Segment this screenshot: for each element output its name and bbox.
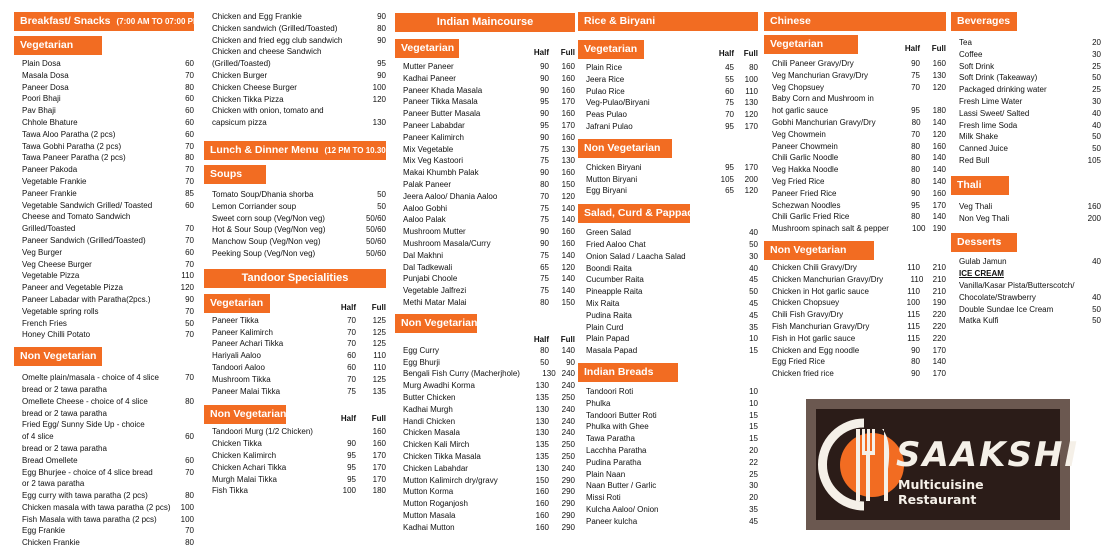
menu-item: Paneer Malai Tikka 75 135	[212, 386, 386, 396]
menu-item: Tandoori Butter Roti 15	[586, 410, 758, 420]
menu-item: Onion Salad / Laacha Salad 30	[586, 251, 758, 261]
menu-item: Veg Manchurian Gravy/Dry 75 130	[772, 70, 946, 80]
menu-item: Mix Raita 45	[586, 298, 758, 308]
menu-item: Jafrani Pulao 95 170	[586, 121, 758, 131]
menu-item: Bread Omellete 60	[22, 455, 194, 465]
chinese-column	[764, 0, 946, 380]
menu-item: Peas Pulao 70 120	[586, 110, 758, 120]
menu-item: Tawa Gobhi Paratha (2 pcs) 70	[22, 141, 194, 151]
menu-item: Chicken Tikka 90 160	[212, 439, 386, 449]
menu-item: Phulka 10	[586, 398, 758, 408]
menu-item: Paneer Khada Masala 90 160	[403, 85, 575, 95]
tandoor-veg-colhead: Half Full	[340, 302, 386, 312]
menu-item: Gulab Jamun 40	[959, 257, 1101, 267]
menu-item: Mix Veg Kastoori 75 130	[403, 156, 575, 166]
menu-item: Kadhai Mutton 160 290	[403, 522, 575, 532]
menu-item: Chicken and cheese Sandwich	[212, 47, 322, 57]
breakfast-veg-header: Vegetarian	[14, 36, 102, 55]
menu-item: Non Veg Thali 200	[959, 213, 1101, 223]
menu-item: Lacchha Paratha 20	[586, 445, 758, 455]
menu-item: Plain Naan 25	[586, 469, 758, 479]
menu-item: Chicken Tikka Pizza 120	[212, 94, 386, 104]
beverages-header: Beverages	[951, 12, 1017, 31]
menu-item: Chicken Chopsuey 100 190	[772, 298, 946, 308]
menu-item: Pav Bhaji 60	[22, 106, 194, 116]
menu-item: Aaloo Palak 75 140	[403, 215, 575, 225]
soups-header: Soups	[204, 165, 266, 184]
menu-item: Mushroom Tikka 70 125	[212, 374, 386, 384]
lunch-dinner-header	[204, 141, 403, 160]
menu-item: Murg Awadhi Korma 130 240	[403, 381, 575, 391]
logo-tagline: Multicuisine Restaurant	[898, 477, 984, 507]
menu-item: Palak Paneer 80 150	[403, 179, 575, 189]
maincourse-column	[395, 0, 575, 533]
menu-item: Chocolate/Strawberry 40	[959, 292, 1101, 302]
menu-item: Chili Paneer Gravy/Dry 90 160	[772, 59, 946, 68]
menu-item: Veg-Pulao/Biryani 75 130	[586, 98, 758, 108]
menu-item: Plain Curd 35	[586, 322, 758, 332]
menu-item: Vegetable Frankie 70	[22, 176, 194, 186]
menu-item: Paneer Tikka Masala 95 170	[403, 97, 575, 107]
menu-item: Paneer Labadar with Paratha(2pcs.) 90	[22, 294, 194, 304]
menu-item: Veg Burger 60	[22, 247, 194, 257]
menu-item: Jeera Rice 55 100	[586, 74, 758, 84]
thali-header: Thali	[951, 176, 1009, 195]
menu-item: Dal Makhni 75 140	[403, 250, 575, 260]
tandoor-nonveg-header: Non Vegetarian	[204, 405, 286, 424]
menu-item: Cheese and Tomato Sandwich	[22, 212, 131, 222]
menu-item: Vegetable Jalfrezi 75 140	[403, 286, 575, 296]
chinese-veg-colhead: Half Full	[904, 44, 946, 53]
menu-item: Mutton Masala 160 290	[403, 510, 575, 520]
menu-item: Murgh Malai Tikka 95 170	[212, 474, 386, 484]
menu-item: Milk Shake 50	[959, 132, 1101, 142]
menu-item: Omelte plain/masala - choice of 4 slice 70	[22, 373, 194, 383]
menu-item: Veg Chopsuey 70 120	[772, 82, 946, 92]
lunch-hours: (12 PM TO 10.30 PM)	[324, 145, 403, 155]
menu-item: Vegetable spring rolls 70	[22, 306, 194, 316]
menu-item: Mutton Biryani 105 200	[586, 174, 758, 184]
chinese-nonveg-header: Non Vegetarian	[764, 241, 874, 260]
menu-item: Boondi Raita 40	[586, 263, 758, 273]
menu-item: Matka Kulfi 50	[959, 316, 1101, 326]
menu-item: Double Sundae Ice Cream 50	[959, 304, 1101, 314]
menu-item: Veg Chowmein 70 120	[772, 129, 946, 139]
menu-item: Chicken masala with tawa paratha (2 pcs) 100	[22, 502, 194, 512]
menu-item: or 2 tawa paratha	[22, 479, 85, 489]
menu-item: Poori Bhaji 60	[22, 94, 194, 104]
menu-item: Chicken Burger 90	[212, 70, 386, 80]
menu-item: Paneer Butter Masala 90 160	[403, 109, 575, 119]
menu-item: Paneer Sandwich (Grilled/Toasted) 70	[22, 235, 194, 245]
menu-item: Masala Papad 15	[586, 346, 758, 356]
chinese-veg-header: Vegetarian	[764, 35, 858, 54]
menu-item: Tawa Paratha 15	[586, 434, 758, 444]
menu-item: Plain Rice 45 80	[586, 63, 758, 72]
menu-item: Tawa Aloo Paratha (2 pcs) 60	[22, 129, 194, 139]
menu-item: Manchow Soup (Veg/Non veg) 50/60	[212, 237, 386, 247]
breakfast-hours: (7:00 AM TO 07:00 PM)	[116, 17, 203, 26]
menu-item: Vanilla/Kasar Pista/Butterscotch/	[959, 280, 1075, 290]
menu-item: Fish in Hot garlic sauce 115 220	[772, 333, 946, 343]
logo-name: SAAKSHI	[896, 435, 1080, 475]
menu-item: Canned Juice 50	[959, 144, 1101, 154]
menu-item: Paneer Kalimirch 90 160	[403, 132, 575, 142]
lunch-column	[204, 0, 403, 497]
menu-item: Packaged drinking water 25	[959, 85, 1101, 95]
restaurant-logo	[806, 399, 1080, 530]
menu-item: Kadhai Paneer 90 160	[403, 73, 575, 83]
menu-item: Paneer and Vegetable Pizza 120	[22, 283, 194, 293]
menu-item: Methi Matar Malai 80 150	[403, 297, 575, 307]
menu-item: Chicken sandwich (Grilled/Toasted) 80	[212, 23, 386, 33]
menu-item: French Fries 50	[22, 318, 194, 328]
menu-item: Chili Garlic Noodle 80 140	[772, 153, 946, 163]
maincourse-nonveg-header: Non Vegetarian	[395, 314, 477, 333]
menu-item: Dal Tadkewali 65 120	[403, 262, 575, 272]
menu-item: (Grilled/Toasted) 95	[212, 59, 386, 69]
menu-item: Fish Masala with tawa paratha (2 pcs) 100	[22, 514, 194, 524]
menu-item: Coffee 30	[959, 49, 1101, 59]
rice-veg-colhead: Half Full	[718, 49, 758, 58]
menu-item: Chicken Chili Gravy/Dry 110 210	[772, 262, 946, 272]
menu-item: Omellete Cheese - choice of 4 slice 80	[22, 396, 194, 406]
menu-item: Pudina Raita 45	[586, 310, 758, 320]
menu-item: Chicken Masala 130 240	[403, 428, 575, 438]
menu-item: Hariyali Aaloo 60 110	[212, 351, 386, 361]
menu-item: Tawa Paneer Paratha (2 pcs) 80	[22, 153, 194, 163]
menu-item: Punjabi Choole 75 140	[403, 274, 575, 284]
menu-item: Chicken Achari Tikka 95 170	[212, 462, 386, 472]
menu-item: Chicken and Egg noodle 90 170	[772, 345, 946, 355]
menu-item: Masala Dosa 70	[22, 70, 194, 80]
menu-item: Veg Thali 160	[959, 201, 1101, 211]
menu-item: Egg Bhurji 50 90	[403, 357, 575, 367]
maincourse-veg-header: Vegetarian	[395, 39, 459, 58]
menu-item: Naan Butter / Garlic 30	[586, 481, 758, 491]
menu-item: Schezwan Noodles 95 170	[772, 200, 946, 210]
ice-cream-label: ICE CREAM	[959, 269, 1004, 279]
menu-item: Tandoori Murg (1/2 Chicken) 160	[212, 427, 386, 437]
menu-item: Egg Bhurjee - choice of 4 slice bread 70	[22, 467, 194, 477]
menu-item: Paneer Dosa 80	[22, 82, 194, 92]
menu-item: Soft Drink 25	[959, 61, 1101, 71]
menu-item: Chicken Manchurian Gravy/Dry 110 210	[772, 274, 946, 284]
menu-item: Chicken with onion, tomato and	[212, 106, 324, 116]
menu-item: Paneer Fried Rice 90 160	[772, 188, 946, 198]
menu-item: Grilled/Toasted 70	[22, 224, 194, 234]
tandoor-nv-colhead: Half Full	[340, 414, 386, 424]
menu-item: Tomato Soup/Dhania shorba 50	[212, 189, 386, 199]
menu-item: Vegetable Sandwich Grilled/ Toasted 60	[22, 200, 194, 210]
lunch-title: Lunch & Dinner Menu	[210, 143, 319, 156]
menu-item: Kulcha Aaloo/ Onion 35	[586, 504, 758, 514]
menu-item: Soft Drink (Takeaway) 50	[959, 73, 1101, 83]
tandoor-header: Tandoor Specialities	[204, 269, 386, 288]
breakfast-header	[14, 12, 203, 31]
menu-item: Veg Hakka Noodle 80 140	[772, 165, 946, 175]
menu-item: Mutton Korma 160 290	[403, 487, 575, 497]
desserts-header: Desserts	[951, 233, 1017, 252]
menu-item: Egg Frankie 70	[22, 526, 194, 536]
menu-item: Green Salad 40	[586, 228, 758, 238]
menu-item: Chili Fish Gravy/Dry 115 220	[772, 310, 946, 320]
menu-item: Sweet corn soup (Veg/Non veg) 50/60	[212, 213, 386, 223]
menu-item: Egg Fried Rice 80 140	[772, 357, 946, 367]
menu-item: Baby Corn and Mushroom in	[772, 94, 874, 104]
breakfast-nonveg-header: Non Vegetarian	[14, 347, 102, 366]
menu-item: Butter Chicken 135 250	[403, 392, 575, 402]
menu-item: Chicken in Hot garlic sauce 110 210	[772, 286, 946, 296]
menu-item: Cucumber Raita 45	[586, 275, 758, 285]
menu-item: Lemon Corriander soup 50	[212, 201, 386, 211]
rice-header: Rice & Biryani	[578, 12, 758, 31]
menu-item: Phulka with Ghee 15	[586, 422, 758, 432]
rice-column	[578, 0, 758, 528]
menu-item: Peeking Soup (Veg/Non veg) 50/60	[212, 248, 386, 258]
menu-item: Pulao Rice 60 110	[586, 86, 758, 96]
menu-item: Mutter Paneer 90 160	[403, 62, 575, 71]
menu-item: Plain Dosa 60	[22, 59, 194, 68]
menu-item: Paneer Tikka 70 125	[212, 315, 386, 325]
menu-item: Kadhai Murgh 130 240	[403, 404, 575, 414]
menu-item: bread or 2 tawa paratha	[22, 443, 107, 453]
menu-item: Fried Egg/ Sunny Side Up - choice	[22, 420, 145, 430]
menu-item: Chili Garlic Fried Rice 80 140	[772, 212, 946, 222]
menu-item: Plain Papad 10	[586, 334, 758, 344]
menu-item: Lassi Sweet/ Salted 40	[959, 108, 1101, 118]
menu-item: Tandoori Aaloo 60 110	[212, 362, 386, 372]
menu-item: Chicken and Egg Frankie 90	[212, 12, 386, 21]
menu-item: capsicum pizza 130	[212, 118, 386, 128]
menu-item: Fish Tikka 100 180	[212, 486, 386, 496]
menu-item: Mushroom Masala/Curry 90 160	[403, 238, 575, 248]
menu-item: Tea 20	[959, 38, 1101, 47]
menu-item: Chicken Labahdar 130 240	[403, 463, 575, 473]
menu-item: Bengali Fish Curry (Macherjhole) 130 240	[403, 369, 575, 379]
menu-item: Handi Chicken 130 240	[403, 416, 575, 426]
menu-item: Aaloo Gobhi 75 140	[403, 203, 575, 213]
breakfast-title: Breakfast/ Snacks	[20, 15, 111, 27]
breads-header: Indian Breads	[578, 363, 678, 382]
menu-item: Gobhi Manchurian Gravy/Dry 80 140	[772, 117, 946, 127]
menu-item: Honey Chilli Potato 70	[22, 330, 194, 340]
menu-item: Fresh lime Soda 40	[959, 120, 1101, 130]
menu-item: Veg Cheese Burger 70	[22, 259, 194, 269]
rice-veg-header: Vegetarian	[578, 40, 644, 59]
menu-item: Egg curry with tawa paratha (2 pcs) 80	[22, 491, 194, 501]
menu-item: Makai Khumbh Palak 90 160	[403, 168, 575, 178]
menu-item: bread or 2 tawa paratha	[22, 408, 107, 418]
chinese-header: Chinese	[764, 12, 946, 31]
menu-item: Chicken Cheese Burger 100	[212, 82, 386, 92]
menu-item: hot garlic sauce 95 180	[772, 106, 946, 116]
menu-item: Pineapple Raita 50	[586, 287, 758, 297]
menu-item: Vegetable Pizza 110	[22, 271, 194, 281]
menu-item: Chhole Bhature 60	[22, 117, 194, 127]
menu-item: Mushroom spinach salt & pepper 100 190	[772, 224, 946, 234]
menu-item: Paneer kulcha 45	[586, 516, 758, 526]
menu-item: Egg Biryani 65 120	[586, 186, 758, 196]
menu-item: Chicken Biryani 95 170	[586, 162, 758, 172]
tandoor-veg-header: Vegetarian	[204, 294, 270, 313]
menu-item: Tandoori Roti 10	[586, 386, 758, 396]
breakfast-column	[14, 0, 203, 549]
menu-item: Chicken Tikka Masala 135 250	[403, 451, 575, 461]
menu-item: Pudina Paratha 22	[586, 457, 758, 467]
maincourse-header: Indian Maincourse	[395, 13, 575, 32]
menu-item: Paneer Chowmein 80 160	[772, 141, 946, 151]
menu-item: Paneer Pakoda 70	[22, 165, 194, 175]
menu-item: Chicken and fried egg club sandwich 90	[212, 35, 386, 45]
menu-item: Fried Aaloo Chat 50	[586, 239, 758, 249]
menu-item: Paneer Frankie 85	[22, 188, 194, 198]
menu-item: Paneer Lababdar 95 170	[403, 120, 575, 130]
rice-nonveg-header: Non Vegetarian	[578, 139, 672, 158]
menu-item: Red Bull 105	[959, 155, 1101, 165]
menu-item: Fish Manchurian Gravy/Dry 115 220	[772, 321, 946, 331]
maincourse-veg-colhead: Half Full	[533, 48, 575, 57]
menu-item: Chicken Kali Mirch 135 250	[403, 440, 575, 450]
menu-item: Mutton Roganjosh 160 290	[403, 499, 575, 509]
menu-item: Mutton Kalimirch dry/gravy 150 290	[403, 475, 575, 485]
menu-item: Hot & Sour Soup (Veg/Non veg) 50/60	[212, 225, 386, 235]
menu-item: Mix Vegetable 75 130	[403, 144, 575, 154]
menu-item: Missi Roti 20	[586, 493, 758, 503]
menu-item: Mushroom Mutter 90 160	[403, 227, 575, 237]
menu-item: Chicken fried rice 90 170	[772, 369, 946, 379]
menu-item: Jeera Aaloo/ Dhania Aaloo 70 120	[403, 191, 575, 201]
beverages-column	[951, 0, 1101, 327]
menu-item: Veg Fried Rice 80 140	[772, 176, 946, 186]
menu-item: Paneer Kalimirch 70 125	[212, 327, 386, 337]
maincourse-nv-colhead: Half Full	[533, 334, 575, 344]
menu-item: Egg Curry 80 140	[403, 345, 575, 355]
menu-item: Paneer Achari Tikka 70 125	[212, 339, 386, 349]
menu-item: bread or 2 tawa paratha	[22, 384, 107, 394]
menu-item: Fresh Lime Water 30	[959, 96, 1101, 106]
salad-header: Salad, Curd & Pappad	[578, 204, 690, 223]
menu-item: of 4 slice 60	[22, 432, 194, 442]
menu-item: Chicken Kalimirch 95 170	[212, 450, 386, 460]
menu-item: Chicken Frankie 80	[22, 538, 194, 548]
